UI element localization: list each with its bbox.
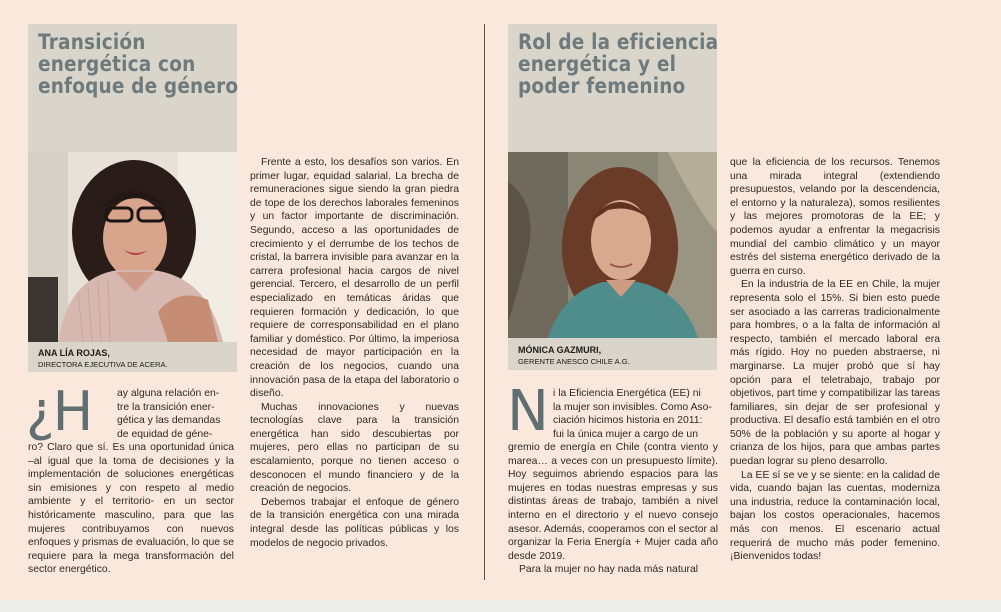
right-column-1-body <box>508 441 718 577</box>
text-line: ciación hicimos historia en 2011: <box>553 415 703 427</box>
text-line: i la Eficiencia Energética (EE) ni <box>553 388 701 399</box>
text-line: gética y las demandas <box>117 415 221 427</box>
paragraph: ro? Claro que sí. Es una oportunidad única –al igual que la toma de decisiones y la implementación de soluciones energéticas sin emisiones y con respeto al medio ambiente y el territorio- en un sector históricamente masculino, para que las mujeres contribuyamos con nuevos enfoques y prismas de evaluación, lo que se requiere para la mega transformación del sector energético. <box>28 442 234 576</box>
paragraph: Frente a esto, los desafíos son varios. En primer lugar, equidad salarial. La brecha de remuneraciones sigue siendo la gran piedra de tope de los derechos laborales femeninos y un factor importante de discriminación. Segundo, acceso a las oportunidades de crecimiento y el derrumbe de los techos de cristal, la barrera invisible para avanzar en la carrera profesional hacia cargos de nivel gerencial. Tercero, el desarrollo de un perfil especializado en temáticas áridas que requieren formación y dedicación, lo que requiere de corresponsabilidad en el plano familiar y doméstico. Por último, la imperiosa necesidad de mayor participación en la creación de los negocios, cuando una innovación pasa de la etapa del laboratorio o diseño. <box>250 157 459 400</box>
portrait-photo-ana-lia-rojas <box>28 152 237 342</box>
left-column-2 <box>250 156 459 550</box>
drop-cap: N <box>507 379 549 444</box>
title-line: Transición <box>38 30 146 54</box>
text-line: de equidad de géne- <box>117 428 213 440</box>
title-line: poder femenino <box>518 74 686 98</box>
paragraph: Para la mujer no hay nada más natural <box>519 564 699 576</box>
column-divider <box>484 24 485 580</box>
text-line: ay alguna relación en- <box>117 388 220 399</box>
left-article-title <box>38 31 238 97</box>
bottom-margin-strip <box>0 600 1001 612</box>
title-line: enfoque de género <box>38 74 239 98</box>
right-article-title <box>518 31 718 97</box>
title-line: energética con <box>38 52 196 76</box>
text-line: la mujer son invisibles. Como Aso- <box>553 401 712 413</box>
right-column-2 <box>730 156 940 564</box>
right-column-1 <box>553 387 718 441</box>
text-line: fui la única mujer a cargo de un <box>553 428 698 440</box>
author-role: DIRECTORA EJECUTIVA DE ACERA. <box>38 360 168 369</box>
drop-cap: ¿H <box>26 380 92 443</box>
paragraph: que la eficiencia de los recursos. Tenemos una mirada integral (extendiendo presupuestos, velando por la descendencia, el entorno y la naturaleza), somos resilientes y las mejores promotoras de la EE; y podemos ayudar a enfrentar la megacrisis mundial del cambio climático y un mayor estrés del sistema energético derivado de la guerra en curso. <box>730 157 940 277</box>
author-role: GERENTE ANESCO CHILE A.G. <box>518 357 630 366</box>
author-name: ANA LÍA ROJAS, <box>38 348 110 358</box>
paragraph: Muchas innovaciones y nuevas tecnologías clave para la transición energética han sido descubiertas por mujeres, pero ellas no participan de su escalamiento, porque no tienen acceso o desconocen el mundo financiero y de la creación de negocios. <box>250 401 459 495</box>
paragraph: gremio de energía en Chile (contra viento y marea… a veces con un presupuesto límite). Hoy seguimos abriendo espacios para las mujeres en todas nuestras empresas y sus distintas áreas de trabajo, también a nivel interno en el directorio y el nuevo consejo asesor. Además, cooperamos con el sector al organizar la Feria Energía + Mujer cada año desde 2019. <box>508 442 718 562</box>
author-name: MÓNICA GAZMURI, <box>518 345 602 355</box>
paragraph: Debemos trabajar el enfoque de género de la transición energética con una mirada integral desde las políticas públicas y los modelos de negocio privados. <box>250 496 459 549</box>
paragraph: La EE sí se ve y se siente: en la calidad de vida, cuando bajan las cuentas, moderniza una industria, reduce la contaminación local, bajan los costos operacionales, hacemos más con menos. El escenario actual requerirá de mucho más poder femenino. ¡Bienvenidos todas! <box>730 469 940 563</box>
left-column-1-body <box>28 441 234 577</box>
text-line: tre la transición ener- <box>117 401 215 413</box>
portrait-photo-monica-gazmuri <box>508 152 717 338</box>
title-line: Rol de la eficiencia <box>518 30 719 54</box>
title-line: energética y el <box>518 52 677 76</box>
left-column-1 <box>117 387 233 441</box>
paragraph: En la industria de la EE en Chile, la mujer representa solo el 15%. Si bien esto puede ser asociado a las carreras tradicionalmente para hombres, o a la falta de información al respecto, también el mercado laboral era más rígido. Hoy no pueden abstraerse, ni marginarse. La mujer probó que sí hay opción para el teletrabajo, trabajo por objetivos, part time y compatibilizar las tareas familiares, sin dejar de ser profesional y productiva. El desafío está también en el otro 50% de la población y su aporte al hogar y crianza de los hijos, para que ambas partes puedan lograr su pleno desarrollo. <box>730 279 940 468</box>
